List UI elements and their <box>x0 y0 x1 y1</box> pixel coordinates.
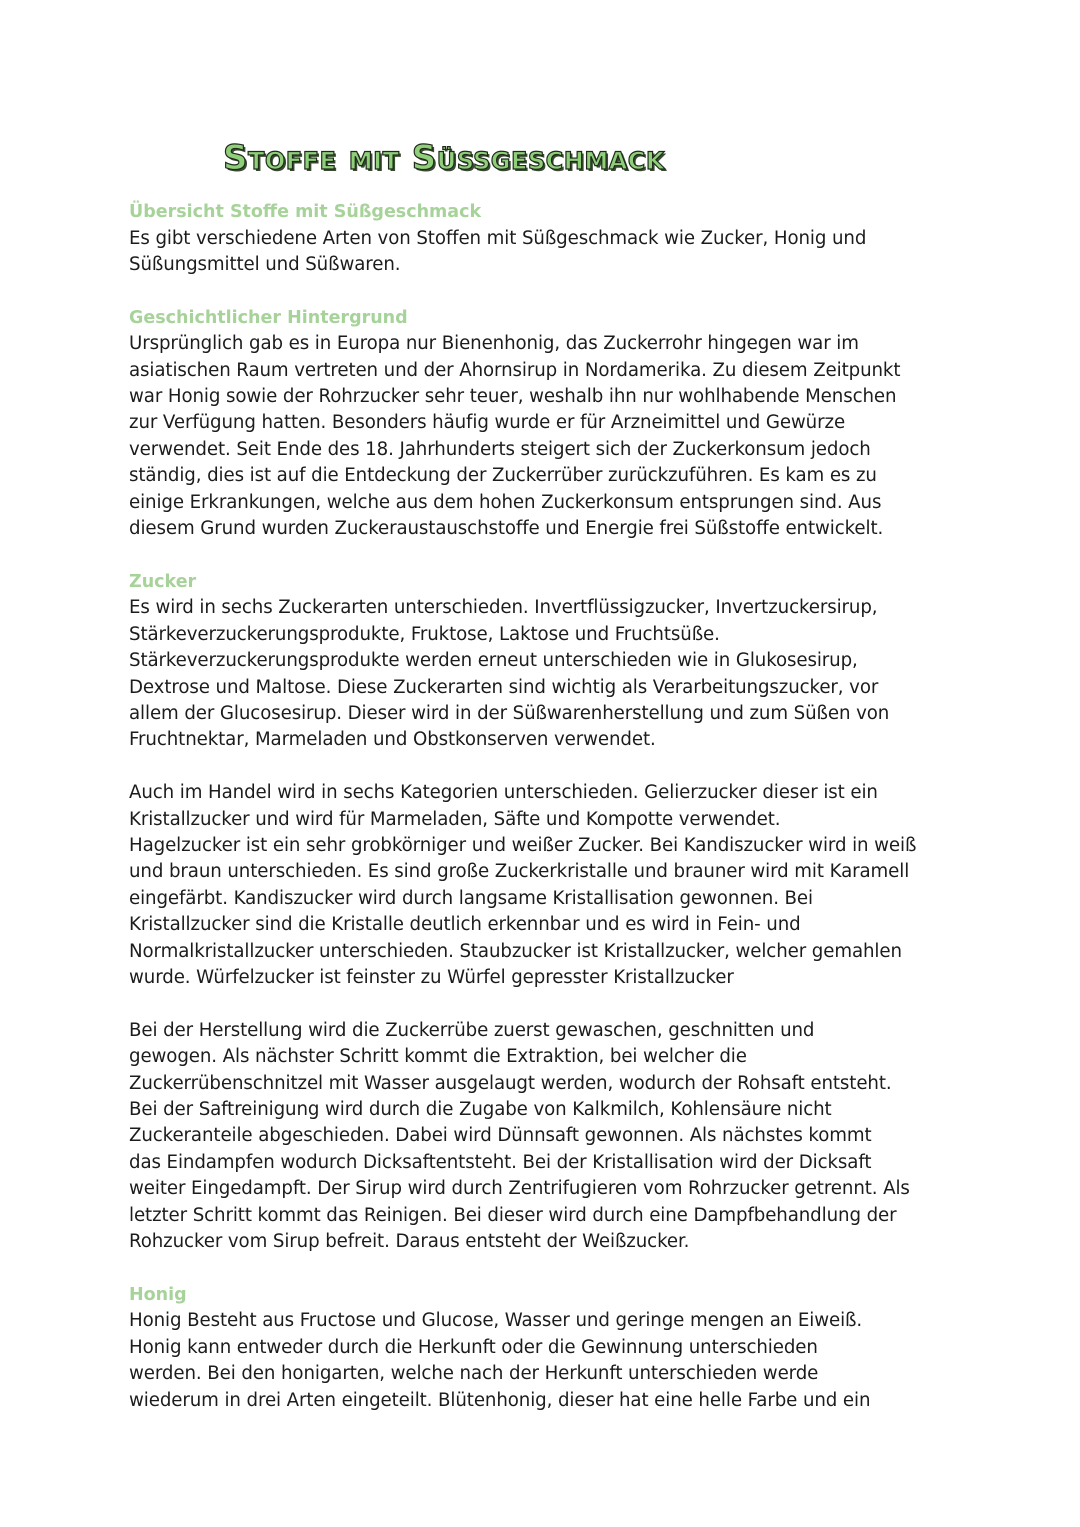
text-line: Hagelzucker ist ein sehr grobkörniger und weißer Zucker. Bei Kandiszucker wird in weiß <box>129 834 917 856</box>
text-line: wiederum in drei Arten eingeteilt. Blütenhonig, dieser hat eine helle Farbe und ein <box>129 1389 871 1411</box>
text-line: ständig, dies ist auf die Entdeckung der Zuckerrüber zurückzuführen. Es kam es zu <box>129 465 877 487</box>
text-line: Stärkeverzuckerungsprodukte, Fruktose, Laktose und Fruchtsüße. <box>129 623 720 645</box>
text-line: Fruchtnektar, Marmeladen und Obstkonserven verwendet. <box>129 729 656 751</box>
text-line: Rohzucker vom Sirup befreit. Daraus entsteht der Weißzucker. <box>129 1231 690 1253</box>
text-line: Auch im Handel wird in sechs Kategorien unterschieden. Gelierzucker dieser ist ein <box>129 782 878 804</box>
text-line: Süßungsmittel und Süßwaren. <box>129 253 401 275</box>
section-heading: Honig <box>129 1284 187 1305</box>
text-line: eingefärbt. Kandiszucker wird durch langsame Kristallisation gewonnen. Bei <box>129 887 813 909</box>
text-line: zur Verfügung hatten. Besonders häufig wurde er für Arzneimittel und Gewürze <box>129 412 846 434</box>
text-line: war Honig sowie der Rohrzucker sehr teuer, weshalb ihn nur wohlhabende Menschen <box>129 386 897 408</box>
text-line: diesem Grund wurden Zuckeraustauschstoffe und Energie frei Süßstoffe entwickelt. <box>129 518 884 540</box>
section-spacer <box>129 278 959 304</box>
text-line: werden. Bei den honigarten, welche nach der Herkunft unterschieden werde <box>129 1363 819 1385</box>
paragraph <box>129 1018 959 1256</box>
text-line: Ursprünglich gab es in Europa nur Bienenhonig, das Zuckerrohr hingegen war im <box>129 333 859 355</box>
section-heading: Übersicht Stoffe mit Süßgeschmack <box>129 202 482 222</box>
text-line: verwendet. Seit Ende des 18. Jahrhunderts steigert sich der Zuckerkonsum jedoch <box>129 438 871 460</box>
text-line: wurde. Würfelzucker ist feinster zu Würfel gepresster Kristallzucker <box>129 967 734 989</box>
text-line: asiatischen Raum vertreten und der Ahornsirup in Nordamerika. Zu diesem Zeitpunkt <box>129 359 901 381</box>
text-line: und braun unterschieden. Es sind große Zuckerkristalle und brauner wird mit Karamell <box>129 861 910 883</box>
text-line: Bei der Herstellung wird die Zuckerrübe zuerst gewaschen, geschnitten und <box>129 1019 815 1041</box>
text-line: das Eindampfen wodurch Dicksaftentsteht. Bei der Kristallisation wird der Dicksaft <box>129 1151 872 1173</box>
text-line: Zuckeranteile abgeschieden. Dabei wird Dünnsaft gewonnen. Als nächstes kommt <box>129 1125 872 1147</box>
text-line: Kristallzucker sind die Kristalle deutlich erkennbar und es wird in Fein- und <box>129 914 801 936</box>
section-spacer <box>129 542 959 568</box>
text-line: Es gibt verschiedene Arten von Stoffen mit Süßgeschmack wie Zucker, Honig und <box>129 227 867 249</box>
paragraph <box>129 595 959 753</box>
paragraph-spacer <box>129 754 959 780</box>
text-line: Bei der Saftreinigung wird durch die Zugabe von Kalkmilch, Kohlensäure nicht <box>129 1099 832 1121</box>
text-line: Es wird in sechs Zuckerarten unterschieden. Invertflüssigzucker, Invertzuckersirup, <box>129 597 878 619</box>
paragraph <box>129 331 959 542</box>
text-line: weiter Eingedampft. Der Sirup wird durch Zentrifugieren vom Rohrzucker getrennt. Als <box>129 1178 910 1200</box>
text-line: Kristallzucker und wird für Marmeladen, Säfte und Kompotte verwendet. <box>129 808 781 830</box>
text-line: Zuckerrübenschnitzel mit Wasser ausgelaugt werden, wodurch der Rohsaft entsteht. <box>129 1072 892 1094</box>
section-heading: Zucker <box>129 571 197 592</box>
text-line: letzter Schritt kommt das Reinigen. Bei dieser wird durch eine Dampfbehandlung der <box>129 1204 897 1226</box>
section-spacer <box>129 1255 959 1281</box>
text-line: Honig kann entweder durch die Herkunft oder die Gewinnung unterschieden <box>129 1336 818 1358</box>
text-line: Normalkristallzucker unterschieden. Staubzucker ist Kristallzucker, welcher gemahlen <box>129 940 902 962</box>
paragraph <box>129 1308 959 1414</box>
paragraph-spacer <box>129 991 959 1017</box>
text-line: einige Erkrankungen, welche aus dem hohen Zuckerkonsum entsprungen sind. Aus <box>129 491 882 513</box>
section-heading: Geschichtlicher Hintergrund <box>129 307 408 328</box>
text-line: Stärkeverzuckerungsprodukte werden erneut unterschieden wie in Glukosesirup, <box>129 650 858 672</box>
paragraph <box>129 780 959 991</box>
page-title: Stoffe mit Süßgeschmack <box>222 138 665 178</box>
text-line: gewogen. Als nächster Schritt kommt die Extraktion, bei welcher die <box>129 1046 747 1068</box>
text-line: allem der Glucosesirup. Dieser wird in der Süßwarenherstellung und zum Süßen von <box>129 702 890 724</box>
text-line: Honig Besteht aus Fructose und Glucose, Wasser und geringe mengen an Eiweiß. <box>129 1310 863 1332</box>
paragraph <box>129 226 959 279</box>
text-line: Dextrose und Maltose. Diese Zuckerarten sind wichtig als Verarbeitungszucker, vor <box>129 676 879 698</box>
document-content <box>129 199 959 1414</box>
